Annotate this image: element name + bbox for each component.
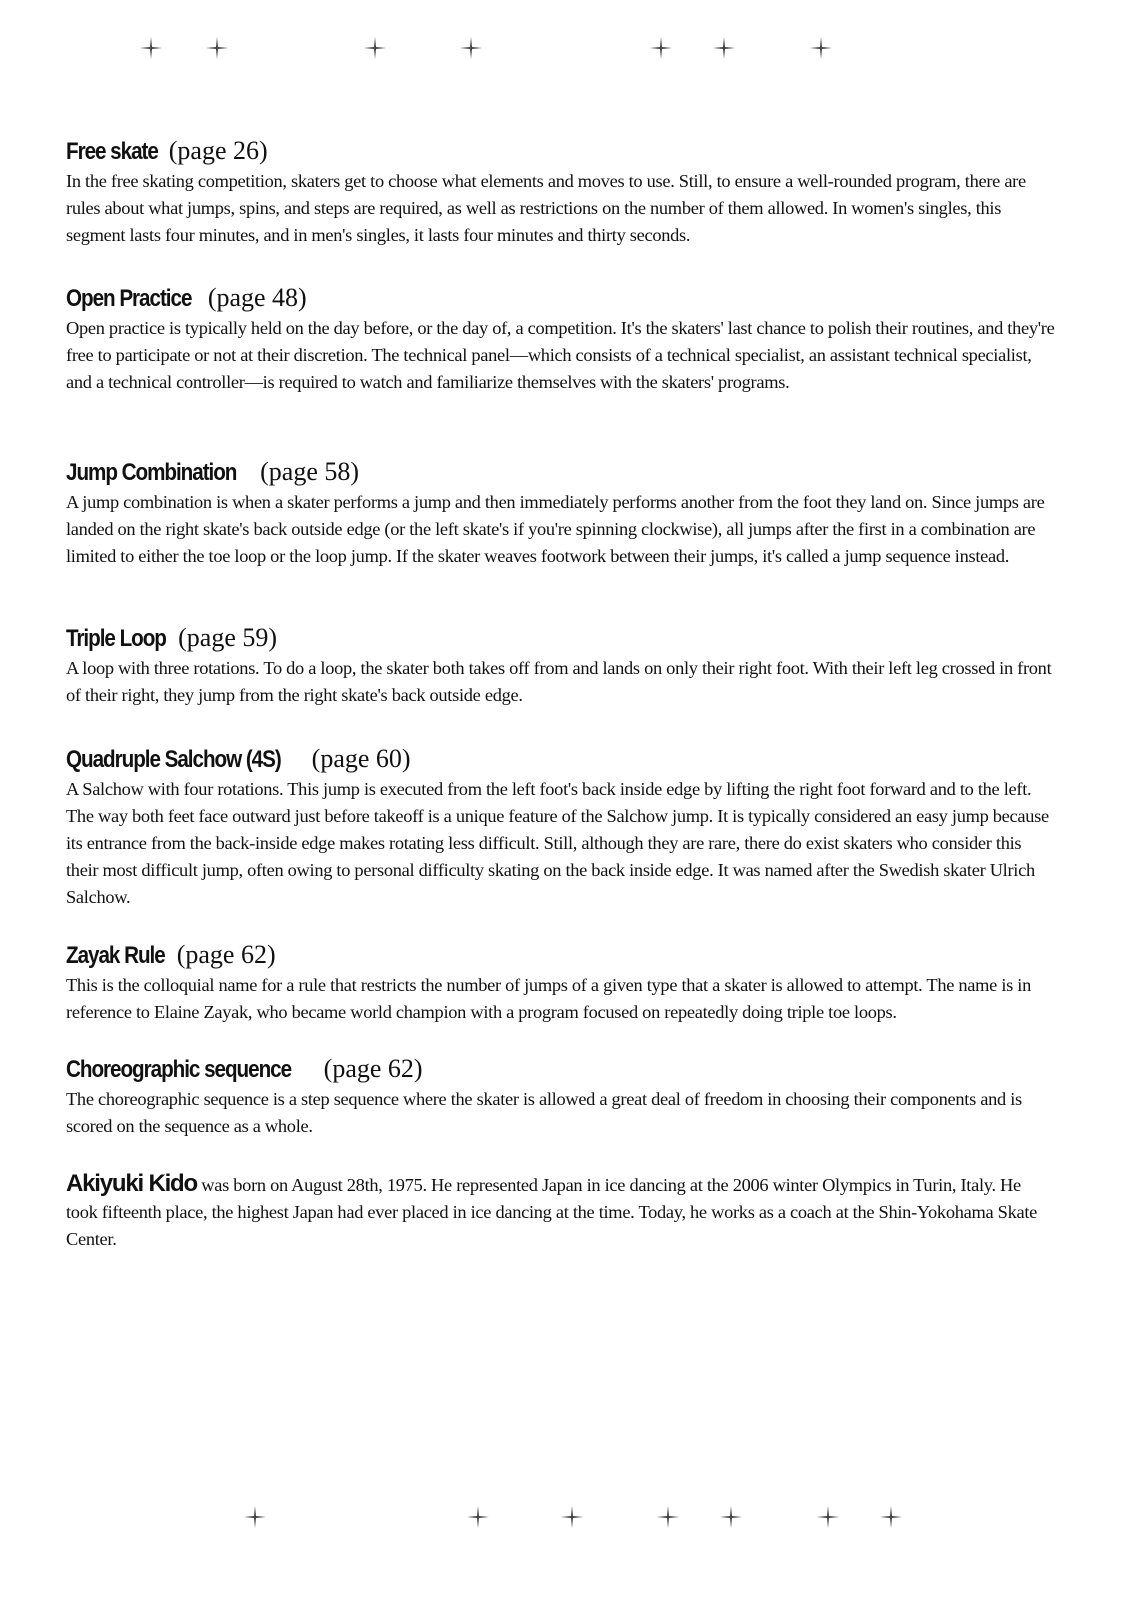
bio-text: was born on August 28th, 1975. He represented Japan in ice dancing at the 2006 winter Olympics in Turin, Italy. He took fifteenth place, the highest Japan had ever placed in ice dancing at the time. Today, he works as a coach at the Shin-Yokohama Skate Center. bbox=[66, 1175, 1037, 1249]
entry-page-ref: (page 58) bbox=[260, 457, 360, 486]
sparkle-icon bbox=[140, 37, 162, 59]
entry-description: The choreographic sequence is a step sequence where the skater is allowed a great deal of freedom in choosing their components and is scored on the sequence as a whole. bbox=[66, 1089, 1022, 1136]
entry-description: A jump combination is when a skater performs a jump and then immediately performs another from the foot they land on. Since jumps are landed on the right skate's back outside edge (or the left skate's if you're spinning clockwise), all jumps after the first in a combination are limited to either the toe loop or the loop jump. If the skater weaves footwork between their jumps, it's called a jump sequence instead. bbox=[66, 492, 1045, 566]
entry-description: This is the colloquial name for a rule that restricts the number of jumps of a given type that a skater is allowed to attempt. The name is in reference to Elaine Zayak, who became world champion with a program focused on repeatedly doing triple toe loops. bbox=[66, 975, 1032, 1022]
entry-term: Quadruple Salchow (4S) bbox=[66, 746, 281, 773]
entry-page-ref: (page 48) bbox=[207, 283, 307, 312]
sparkle-icon bbox=[206, 37, 228, 59]
sparkle-icon bbox=[720, 1506, 742, 1528]
entry-description: A loop with three rotations. To do a loop, the skater both takes off from and lands on only their right foot. With their left leg crossed in front of their right, they jump from the right skate's back outside edge. bbox=[66, 658, 1052, 705]
entry-heading bbox=[66, 455, 1056, 489]
entry-term: Jump Combination bbox=[66, 459, 237, 486]
entry-term: Free skate bbox=[66, 138, 158, 165]
sparkle-icon bbox=[810, 37, 832, 59]
entry-heading bbox=[66, 134, 1056, 168]
glossary-entry bbox=[66, 455, 1056, 570]
glossary-entry bbox=[66, 281, 1056, 396]
entry-heading bbox=[66, 281, 1056, 315]
glossary-entry bbox=[66, 621, 1056, 709]
sparkle-icon bbox=[880, 1506, 902, 1528]
entry-term: Triple Loop bbox=[66, 625, 166, 652]
sparkle-icon bbox=[561, 1506, 583, 1528]
entry-page-ref: (page 60) bbox=[311, 744, 411, 773]
entry-heading bbox=[66, 1052, 1056, 1086]
sparkle-icon bbox=[713, 37, 735, 59]
entry-page-ref: (page 26) bbox=[168, 136, 268, 165]
sparkle-icon bbox=[657, 1506, 679, 1528]
sparkle-icon bbox=[244, 1506, 266, 1528]
entry-description: Open practice is typically held on the day before, or the day of, a competition. It's the skaters' last chance to polish their routines, and they're free to participate or not at their discretion. The technical panel—which consists of a technical specialist, an assistant technical specialist, and a technical controller—is required to watch and familiarize themselves with the skaters' programs. bbox=[66, 318, 1055, 392]
entry-term: Zayak Rule bbox=[66, 942, 165, 969]
glossary-entry bbox=[66, 134, 1056, 249]
entry-heading bbox=[66, 621, 1056, 655]
sparkle-icon bbox=[467, 1506, 489, 1528]
entry-description: A Salchow with four rotations. This jump is executed from the left foot's back inside edge by lifting the right foot forward and to the left. The way both feet face outward just before takeoff is a unique feature of the Salchow jump. It is typically considered an easy jump because its entrance from the back-inside edge makes rotating less difficult. Still, although they are rare, there do exist skaters who consider this their most difficult jump, often owing to personal difficulty skating on the back inside edge. It was named after the Swedish skater Ulrich Salchow. bbox=[66, 779, 1049, 907]
sparkle-icon bbox=[650, 37, 672, 59]
sparkle-icon bbox=[817, 1506, 839, 1528]
entry-term: Open Practice bbox=[66, 285, 192, 312]
author-bio bbox=[66, 1170, 1056, 1253]
sparkle-icon bbox=[364, 37, 386, 59]
glossary-entry bbox=[66, 938, 1056, 1026]
bio-name: Akiyuki Kido bbox=[66, 1170, 197, 1197]
glossary-entry bbox=[66, 742, 1056, 911]
entry-term: Choreographic sequence bbox=[66, 1056, 292, 1083]
glossary-entry bbox=[66, 1052, 1056, 1140]
entry-page-ref: (page 62) bbox=[323, 1054, 423, 1083]
entry-description: In the free skating competition, skaters get to choose what elements and moves to use. Still, to ensure a well-rounded program, there are rules about what jumps, spins, and steps are required, as well as restrictions on the number of them allowed. In women's singles, this segment lasts four minutes, and in men's singles, it lasts four minutes and thirty seconds. bbox=[66, 171, 1026, 245]
entry-heading bbox=[66, 742, 1056, 776]
entry-page-ref: (page 59) bbox=[178, 623, 278, 652]
entry-page-ref: (page 62) bbox=[176, 940, 276, 969]
sparkle-icon bbox=[460, 37, 482, 59]
entry-heading bbox=[66, 938, 1056, 972]
